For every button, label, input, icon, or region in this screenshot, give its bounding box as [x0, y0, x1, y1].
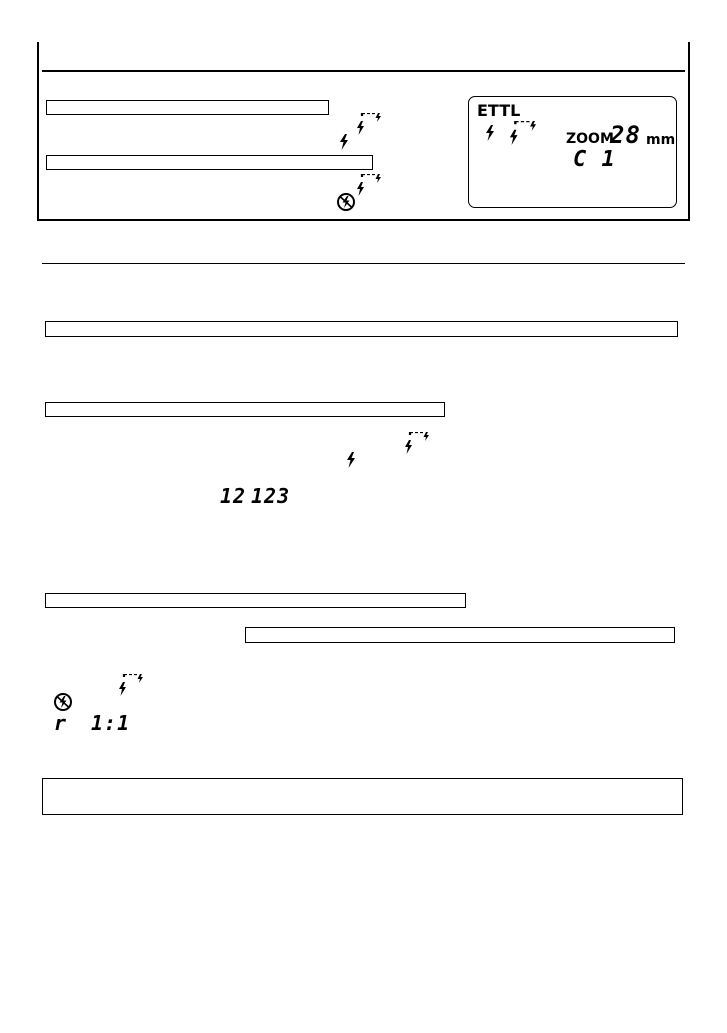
top-panel-left-border [37, 42, 39, 220]
lcd-channel-value: C 1 [573, 147, 616, 172]
top-heading-box-1 [46, 100, 329, 115]
lcd-zoom-value: 28 [610, 121, 641, 149]
heading-box-wide [45, 321, 678, 337]
wireless-flash-icon [356, 174, 382, 196]
flash-icon [346, 452, 356, 468]
top-heading-box-2 [46, 155, 373, 170]
heading-box-medium [45, 402, 445, 417]
wireless-flash-icon [118, 674, 144, 696]
top-panel-title-rule [42, 70, 685, 72]
note-box [42, 778, 683, 815]
wireless-flash-icon [404, 432, 430, 454]
group-number-12: 12 [220, 484, 247, 508]
section-rule [42, 263, 685, 264]
flash-off-circle-icon [54, 693, 72, 711]
lcd-display-panel [468, 96, 677, 208]
flash-icon [339, 134, 349, 150]
ratio-value: 1:1 [91, 711, 131, 735]
inline-box-lower [245, 627, 675, 643]
wireless-flash-icon [356, 113, 382, 135]
heading-box-lower [45, 593, 466, 608]
lcd-mode-label: ETTL [477, 101, 521, 120]
flash-icon [485, 125, 495, 141]
wireless-flash-icon [505, 121, 541, 145]
top-panel-bottom-rule [37, 219, 690, 221]
group-number-123: 123 [251, 484, 291, 508]
lcd-zoom-unit: mm [646, 132, 676, 148]
lcd-zoom-label: ZOOM [566, 131, 614, 147]
top-panel-right-border [688, 42, 690, 220]
ratio-prefix: r [54, 711, 68, 735]
flash-off-circle-icon [337, 193, 355, 211]
